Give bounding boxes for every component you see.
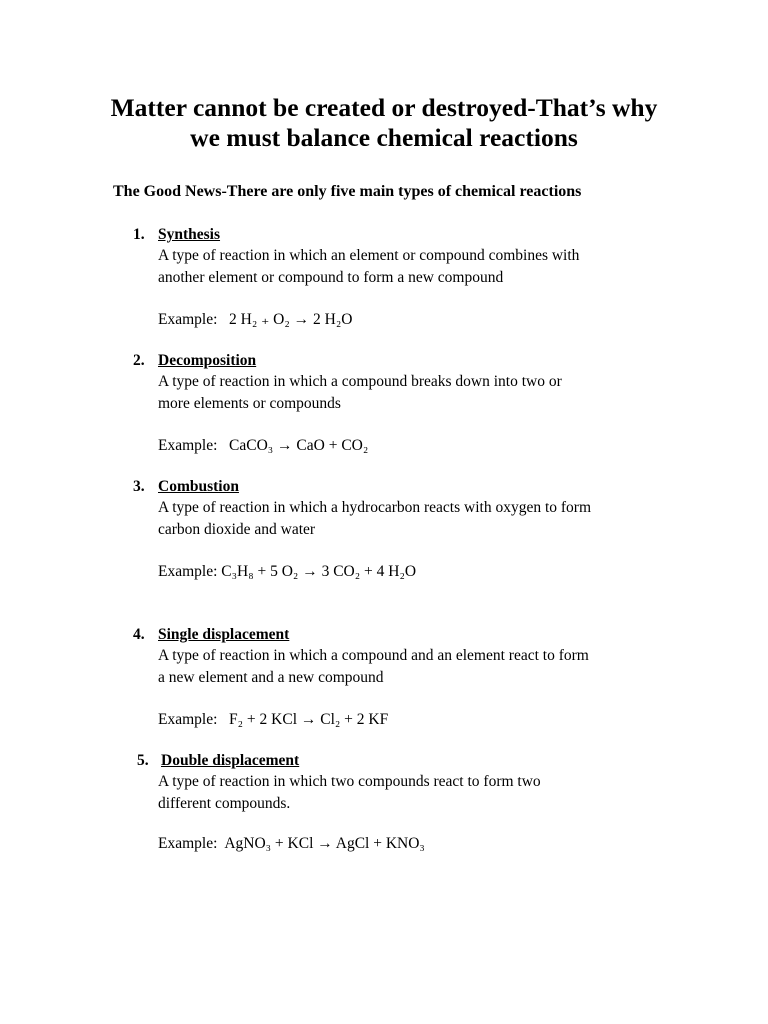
example-equation: [158, 833, 425, 855]
description-line: A type of reaction in which a hydrocarbon reacts with oxygen to form: [158, 499, 592, 516]
page-title-line-2: we must balance chemical reactions: [190, 123, 578, 152]
section-description: [158, 645, 678, 688]
section-number: 5.: [137, 752, 149, 769]
section-heading: Double displacement: [161, 752, 300, 769]
example-formula: CaCO₃ → CaO + CO₂: [229, 437, 369, 454]
example-formula: 2 H₂ ₊ O₂ → 2 H₂O: [229, 311, 353, 328]
description-line: A type of reaction in which two compounds react to form two: [158, 773, 541, 790]
section-number: 4.: [133, 626, 145, 643]
example-formula: C₃H₈ + 5 O₂ → 3 CO₂ + 4 H₂O: [221, 563, 417, 580]
section-description: [158, 771, 678, 814]
page-title: [0, 93, 768, 153]
description-line: another element or compound to form a new compound: [158, 268, 504, 286]
section-description: [158, 245, 678, 288]
section-heading: Decomposition: [158, 352, 257, 369]
description-line: A type of reaction in which an element or compound combines with: [158, 247, 580, 264]
description-line: different compounds.: [158, 794, 291, 812]
section-heading: Combustion: [158, 478, 239, 495]
section-number: 3.: [133, 478, 145, 495]
description-line: a new element and a new compound: [158, 668, 384, 686]
section-heading: Single displacement: [158, 626, 290, 643]
description-line: A type of reaction in which a compound and an element react to form: [158, 647, 589, 664]
description-line: carbon dioxide and water: [158, 520, 316, 538]
example-label: Example:: [158, 835, 218, 852]
example-equation: [158, 709, 388, 731]
example-formula: F₂ + 2 KCl → Cl₂ + 2 KF: [229, 711, 389, 728]
description-line: A type of reaction in which a compound breaks down into two or: [158, 373, 562, 390]
subtitle: The Good News-There are only five main types of chemical reactions: [113, 183, 582, 200]
example-formula: AgNO₃ + KCl → AgCl + KNO₃: [224, 835, 425, 852]
section-description: [158, 371, 678, 414]
example-equation: [158, 561, 416, 583]
example-label: Example:: [158, 437, 218, 454]
description-line: more elements or compounds: [158, 394, 341, 412]
section-heading: Synthesis: [158, 226, 221, 243]
section-description: [158, 497, 678, 540]
example-equation: [158, 309, 352, 331]
example-label: Example:: [158, 563, 218, 580]
page-title-line-1: Matter cannot be created or destroyed-That’s why: [110, 93, 658, 122]
section-number: 1.: [133, 226, 145, 243]
example-label: Example:: [158, 311, 218, 328]
example-label: Example:: [158, 711, 218, 728]
section-number: 2.: [133, 352, 145, 369]
example-equation: [158, 435, 368, 457]
